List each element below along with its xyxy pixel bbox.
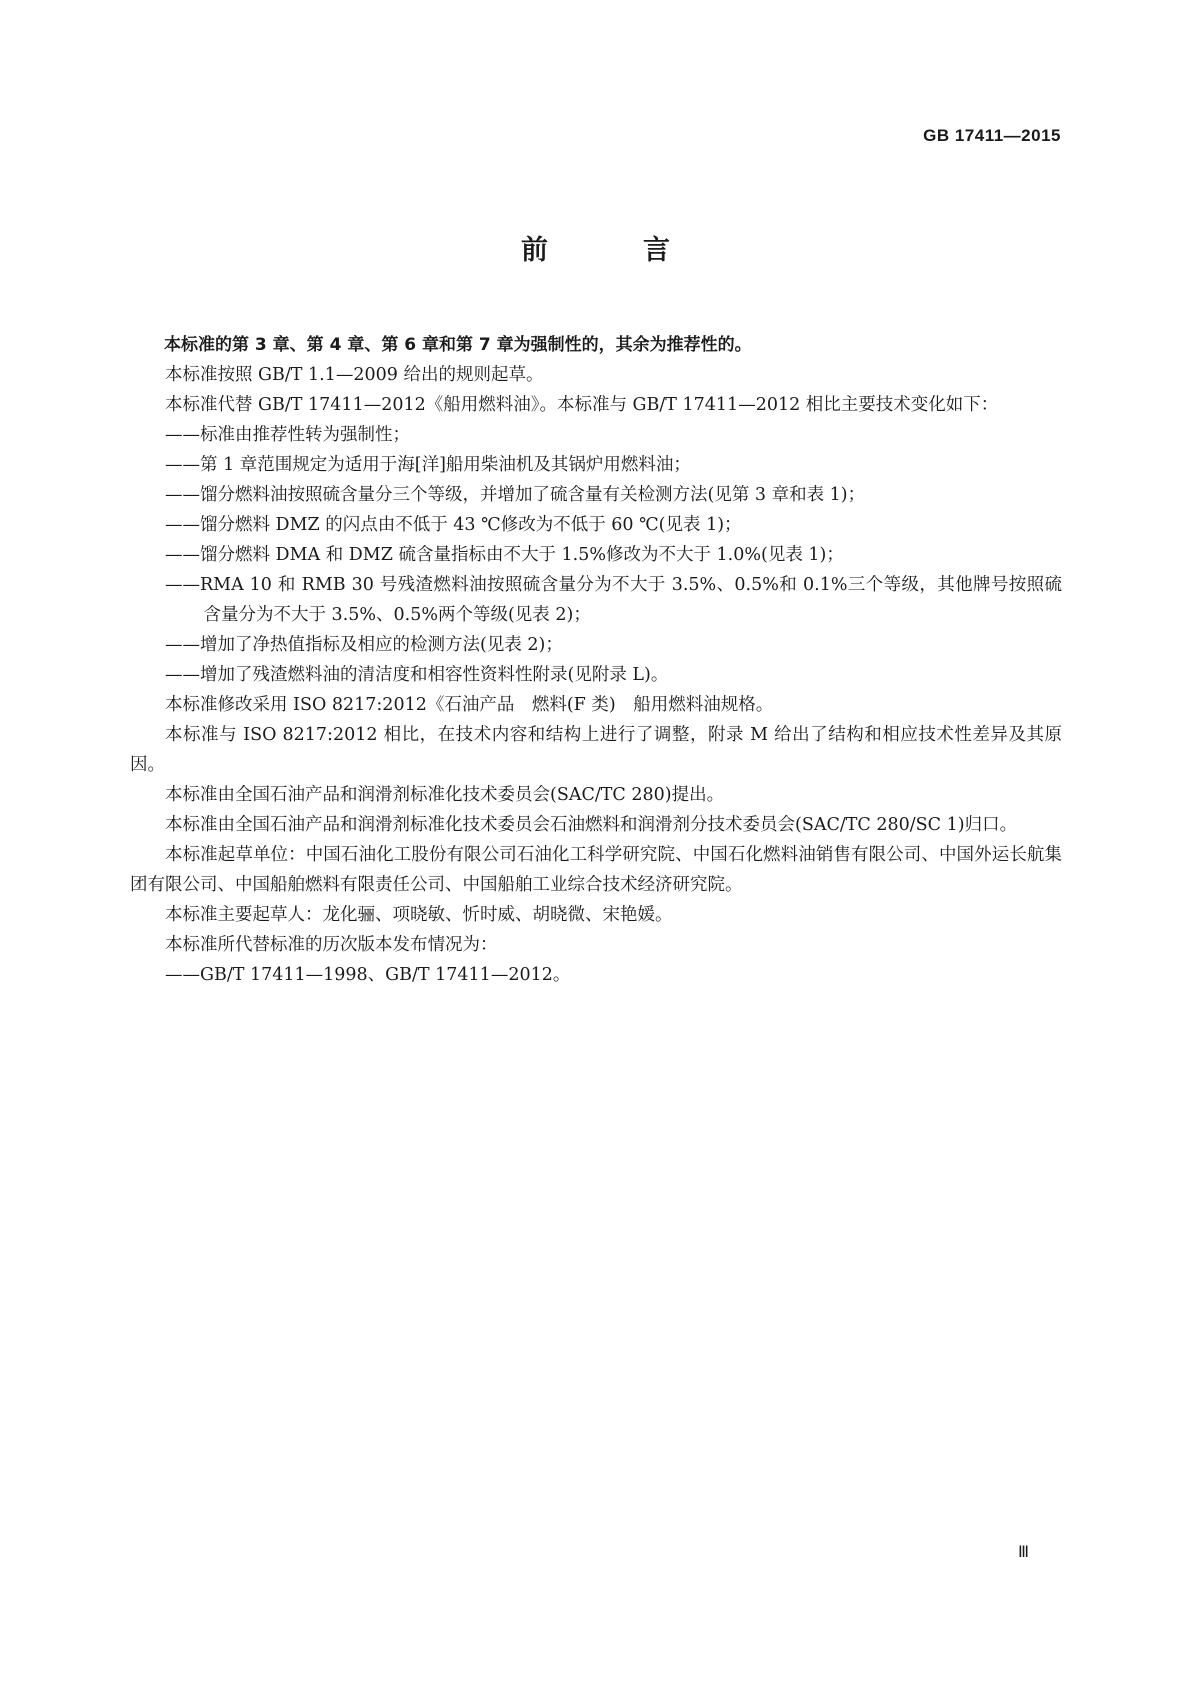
paragraph-drafting-rules: 本标准按照 GB/T 1.1—2009 给出的规则起草。 xyxy=(165,365,544,385)
paragraph-proposed-by: 本标准由全国石油产品和润滑剂标准化技术委员会(SAC/TC 280)提出。 xyxy=(165,785,725,805)
page-number: Ⅲ xyxy=(1017,1544,1029,1561)
history-list xyxy=(130,960,1062,990)
list-item: ——增加了净热值指标及相应的检测方法(见表 2)； xyxy=(165,635,563,655)
list-item: ——馏分燃料 DMZ 的闪点由不低于 43 ℃修改为不低于 60 ℃(见表 1)； xyxy=(165,515,742,535)
list-item: ——RMA 10 和 RMB 30 号残渣燃料油按照硫含量分为不大于 3.5%、0.5%和 0.1%三个等级，其他牌号按照硫含量分为不大于 3.5%、0.5%两个等级(见表 2)； xyxy=(165,575,1062,625)
list-item: ——馏分燃料油按照硫含量分三个等级，并增加了硫含量有关检测方法(见第 3 章和表 1)； xyxy=(165,485,866,505)
list-item: ——第 1 章范围规定为适用于海[洋]船用柴油机及其锅炉用燃料油； xyxy=(165,455,691,475)
paragraph-replaces: 本标准代替 GB/T 17411—2012《船用燃料油》。本标准与 GB/T 17411—2012 相比主要技术变化如下： xyxy=(165,395,999,415)
list-item: ——馏分燃料 DMA 和 DMZ 硫含量指标由不大于 1.5%修改为不大于 1.0%(见表 1)； xyxy=(165,545,844,565)
list-item: ——标准由推荐性转为强制性； xyxy=(165,425,410,445)
mandatory-statement: 本标准的第 3 章、第 4 章、第 6 章和第 7 章为强制性的，其余为推荐性的。 xyxy=(164,335,752,355)
paragraph-under-jurisdiction: 本标准由全国石油产品和润滑剂标准化技术委员会石油燃料和润滑剂分技术委员会(SAC/TC 280/SC 1)归口。 xyxy=(165,815,1018,835)
list-item: ——增加了残渣燃料油的清洁度和相容性资料性附录(见附录 L)。 xyxy=(165,665,669,685)
standard-code: GB 17411—2015 xyxy=(923,126,1061,145)
paragraph-iso-differences: 本标准与 ISO 8217:2012 相比，在技术内容和结构上进行了调整，附录 M 给出了结构和相应技术性差异及其原因。 xyxy=(130,725,1062,775)
list-item: ——GB/T 17411—1998、GB/T 17411—2012。 xyxy=(165,965,571,985)
page-title: 前 言 xyxy=(521,235,704,266)
paragraph-drafting-units: 本标准起草单位：中国石油化工股份有限公司石油化工科学研究院、中国石化燃料油销售有限公司、中国外运长航集团有限公司、中国船舶燃料有限责任公司、中国船舶工业综合技术经济研究院。 xyxy=(130,845,1062,895)
foreword-body xyxy=(130,330,1062,990)
paragraph-history-intro: 本标准所代替标准的历次版本发布情况为： xyxy=(165,935,498,955)
paragraph-drafters: 本标准主要起草人：龙化骊、项晓敏、忻时威、胡晓微、宋艳媛。 xyxy=(165,905,673,925)
paragraph-iso-adoption: 本标准修改采用 ISO 8217:2012《石油产品 燃料(F 类) 船用燃料油规格。 xyxy=(165,695,774,715)
changes-list xyxy=(130,420,1062,690)
